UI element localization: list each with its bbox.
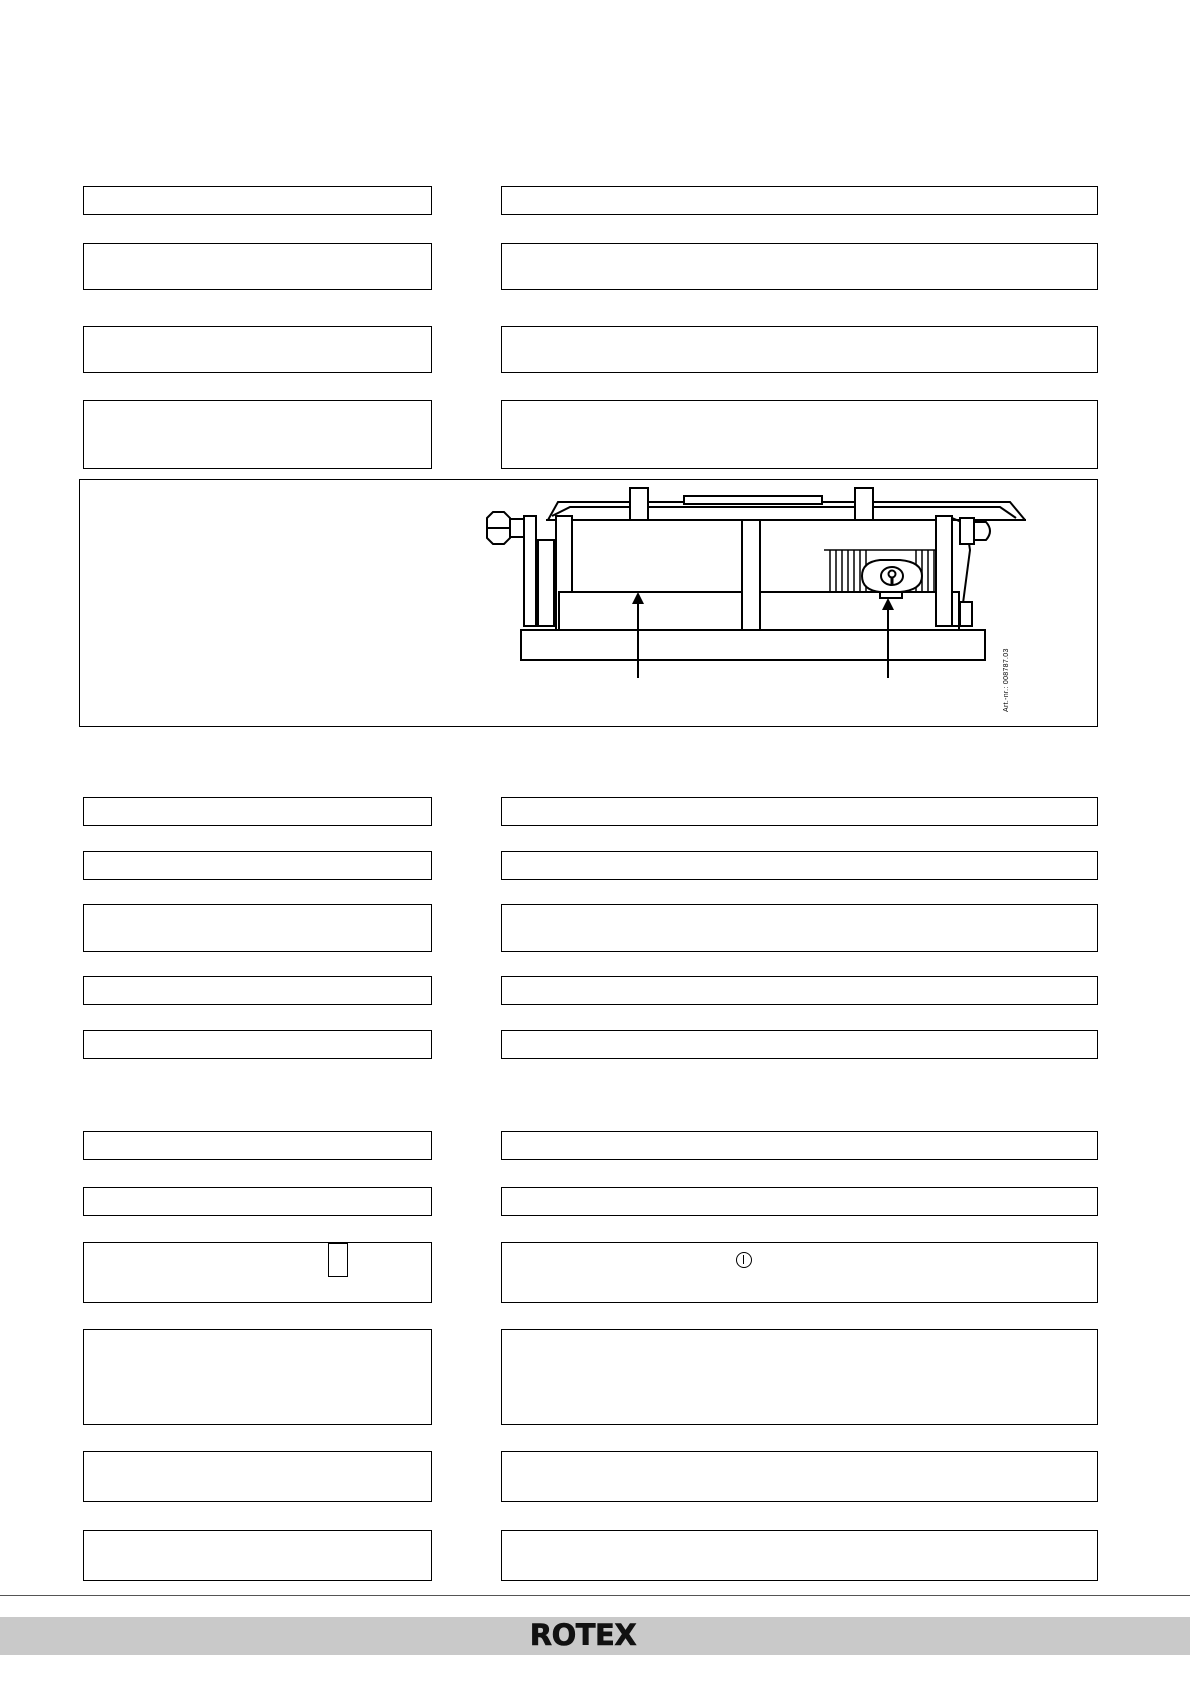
- table-cell-left-row5: [83, 797, 432, 826]
- device-diagram-frame: [79, 479, 1098, 727]
- table-cell-left-row15: [83, 1530, 432, 1581]
- figure-reference-number: Art.-nr.: 008787.03: [1003, 648, 1010, 712]
- footer-divider: [0, 1595, 1190, 1596]
- device-diagram: [80, 480, 1099, 728]
- table-cell-left-row11: [83, 1187, 432, 1216]
- table-cell-left-row1: [83, 186, 432, 215]
- table-cell-left-row10: [83, 1131, 432, 1160]
- table-cell-right-row4: [501, 400, 1098, 469]
- table-cell-left-row2: [83, 243, 432, 290]
- table-cell-right-row7: [501, 904, 1098, 952]
- rotex-logo: ROTEX: [529, 1618, 637, 1652]
- table-cell-right-row6: [501, 851, 1098, 880]
- table-cell-right-row11: [501, 1187, 1098, 1216]
- table-cell-right-row14: [501, 1451, 1098, 1502]
- power-switch-icon: [736, 1252, 752, 1268]
- table-cell-right-row13: [501, 1329, 1098, 1425]
- table-cell-left-row3: [83, 326, 432, 373]
- table-cell-left-row6: [83, 851, 432, 880]
- table-cell-left-row13: [83, 1329, 432, 1425]
- table-cell-right-row8: [501, 976, 1098, 1005]
- table-cell-right-row2: [501, 243, 1098, 290]
- table-cell-left-row7: [83, 904, 432, 952]
- table-cell-right-row12: [501, 1242, 1098, 1303]
- table-cell-right-row3: [501, 326, 1098, 373]
- table-cell-left-row9: [83, 1030, 432, 1059]
- table-cell-right-row10: [501, 1131, 1098, 1160]
- table-cell-right-row5: [501, 797, 1098, 826]
- table-cell-left-row8: [83, 976, 432, 1005]
- key-symbol-icon: [328, 1243, 348, 1277]
- table-cell-right-row15: [501, 1530, 1098, 1581]
- table-cell-right-row1: [501, 186, 1098, 215]
- table-cell-left-row4: [83, 400, 432, 469]
- table-cell-right-row9: [501, 1030, 1098, 1059]
- table-cell-left-row12: [83, 1242, 432, 1303]
- table-cell-left-row14: [83, 1451, 432, 1502]
